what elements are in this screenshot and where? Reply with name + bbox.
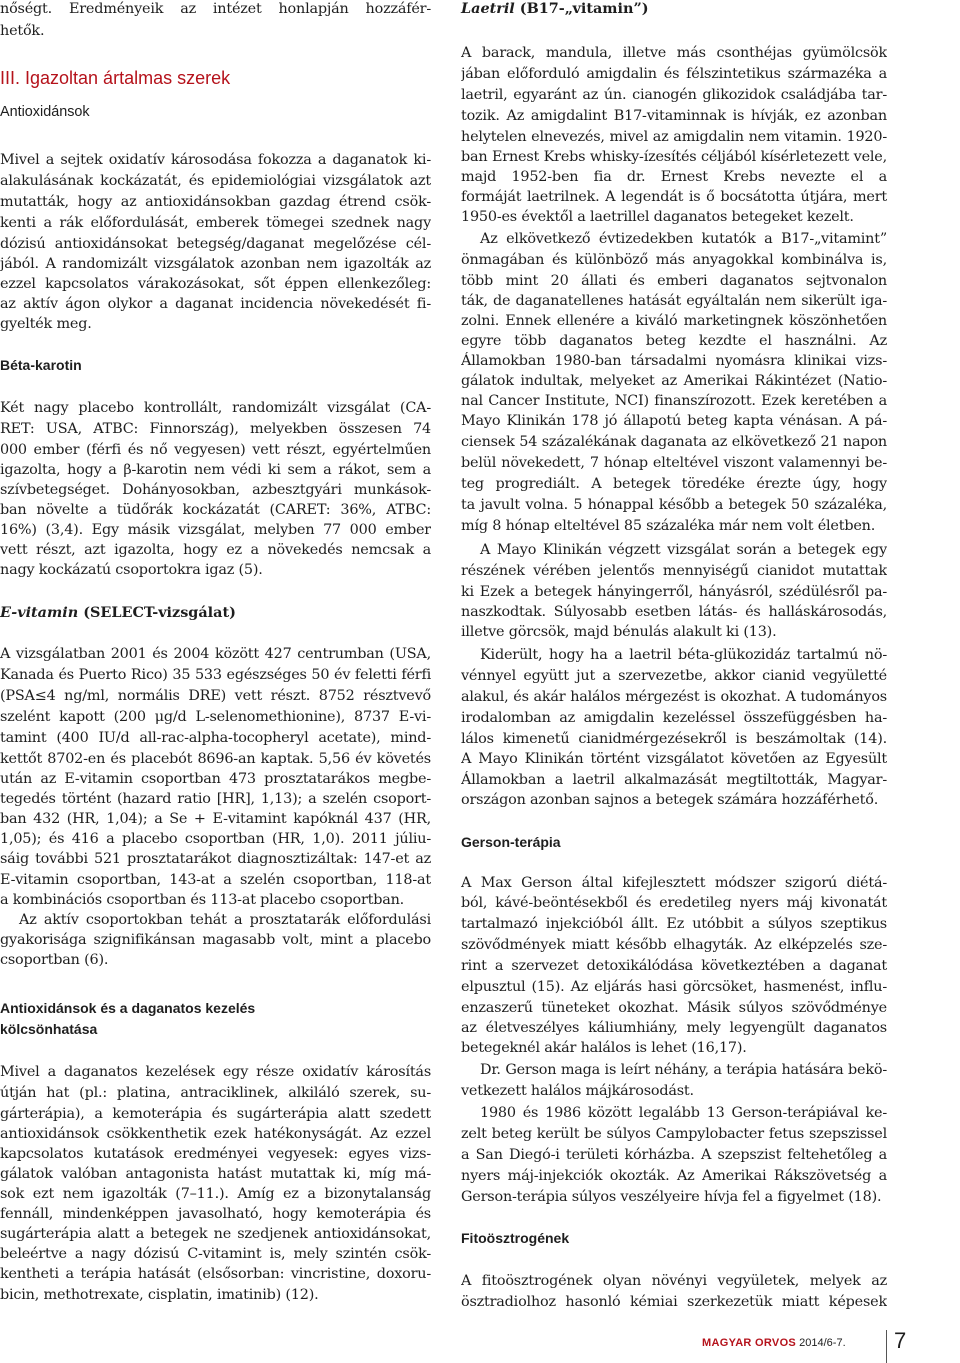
text-line: részének vérében jelentős mennyiségű cianidot mutattak xyxy=(461,563,887,579)
text-line: szelént kapott (200 μg/d L-selenomethionine), 8737 E-vi- xyxy=(0,709,431,725)
text-line: gárterápia), a kemoterápia és sugárterápia alatt szedett xyxy=(0,1106,431,1122)
text-line: Államokban 1980-ban társadalmi nyomásra klinikai vizs- xyxy=(461,353,887,369)
text-line: alakul, és akár halálos mérgezést is okozhat. A tudományos xyxy=(461,689,887,705)
text-line: útján hat (pl.: platina, antraciklinek, alkiláló szerek, su- xyxy=(0,1085,431,1101)
text-line: Mivel a sejtek oxidatív károsodása fokozza a daganatok ki- xyxy=(0,152,431,168)
text-line: önmagában és különböző más anyagokkal kombinálva is, xyxy=(461,252,887,268)
text-line: rint a szervezet detoxikálódása következtében a daganat xyxy=(461,958,887,974)
text-line: bicin, methotrexate, cisplatin, imatinib) (12). xyxy=(0,1287,319,1303)
text-line: jában előforduló amigdalin és félszintetikus származéka a xyxy=(461,66,887,82)
text-line: gyelték meg. xyxy=(0,316,92,332)
text-line: beleértve a nagy dózisú C-vitamint is, mely szintén csök- xyxy=(0,1246,431,1262)
text-line: kentheti a terápia hatását (elsősorban: vincristine, doxoru- xyxy=(0,1266,431,1282)
text-line: (PSA≤4 ng/ml, normális DRE) vett részt. 8752 résztvevő xyxy=(0,688,431,704)
text-line: tamint (400 IU/d all-rac-alpha-tocopheryl acetate), mind- xyxy=(0,730,431,746)
text-line: az életveszélyes káliumhiány, mely legyengült daganatos xyxy=(461,1020,887,1036)
text-line: ta javult volna. 5 hónappal később a betegek 50 százaléka, xyxy=(461,497,887,513)
text-line: ciensek 54 százalékának daganata az elkövetkező 21 napon xyxy=(461,434,887,450)
text-line: A vizsgálatban 2001 és 2004 között 427 centrumban (USA, xyxy=(0,646,431,662)
subheading: Gerson-terápia xyxy=(461,834,561,850)
text-line: vetkezett halálos májkárosodást. xyxy=(461,1083,694,1099)
text-line: zolni. Ennek ellenére a kiváló marketingnek köszönhetően xyxy=(461,313,887,329)
text-line: szövődmények miatt később elhagyták. Az elképzelés sze- xyxy=(461,937,887,953)
text-line: ban Ernest Krebs whisky-ízesítés céljából kísérletezett vele, xyxy=(461,149,887,165)
text-line: 1950-es évektől a laetrillel daganatos betegeket kezelt. xyxy=(461,209,854,225)
text-line: gyakorisága szignifikánsan magasabb volt, mint a placebo xyxy=(0,932,431,948)
text-line: tozik. Az amigdalint B17-vitaminnak is hívják, ez azonban xyxy=(461,108,887,124)
text-line: Mayo Klinikán 178 jó állapotú beteg kapta vénásan. A pá- xyxy=(461,413,887,429)
text-line: vénnyel együtt jut a szervezetbe, akkor cianid vegyületté xyxy=(461,668,887,684)
text-line: szívbetegséget. Dohányosokban, azbesztgyári munkások- xyxy=(0,482,431,498)
text-line: enzaszerű tüneteket okozhat. Másik súlyos szövődménye xyxy=(461,1000,887,1016)
text-line: nyers máj-injekciók okozták. Az Amerikai Rákszövetség a xyxy=(461,1168,887,1184)
subheading: kölcsönhatása xyxy=(0,1021,98,1037)
text-line: jából. A randomizált vizsgálatok azonban nem igazolták az xyxy=(0,256,431,272)
section-heading: III. Igazoltan ártalmas szerek xyxy=(0,68,231,88)
text-line: 1980 és 1986 között legalább 13 Gerson-terápiával ke- xyxy=(480,1105,887,1121)
text-line: kapcsolatos kutatások eredményei vegyesek: egyes vizs- xyxy=(0,1146,431,1162)
text-line: A Mayo Klinikán történt vizsgálatot követően az Egyesült xyxy=(461,751,887,767)
subheading: Antioxidánsok xyxy=(0,104,90,120)
text-line: belül növekedett, 7 hónap elteltével viszont valamennyi be- xyxy=(461,455,887,471)
text-line: egyre több daganatos beteg kezdte el használni. Az xyxy=(461,333,887,349)
text-line: tegedés történt (hazard ratio [HR], 1,13); a szelén csoport- xyxy=(0,791,431,807)
text-line: sok ezt nem igazolták (7–11.). Amíg ez a bizonytalanság xyxy=(0,1186,431,1202)
text-line: Államokban a laetril alkalmazását megtiltották, Magyar- xyxy=(461,772,887,788)
text-line: teg progrediált. A betegek töredéke érezte úgy, hogy xyxy=(461,476,887,492)
text-line: A barack, mandula, illetve más csonthéjas gyümölcsök xyxy=(461,45,887,61)
text-line: gálatok indultak, melyeket az Amerikai Rákintézet (Natio- xyxy=(461,373,887,389)
text-line: laetril, egyaránt az ún. cianogén glikozidok családjába tar- xyxy=(461,87,887,103)
text-line: zelt beteg került be súlyos Campylobacter fetus szepszissel xyxy=(461,1126,887,1142)
page-number: 7 xyxy=(894,1328,907,1353)
text-line: A fitoösztrogének olyan növényi vegyületek, melyek az xyxy=(461,1273,887,1289)
text-line: Gerson-terápia súlyos veszélyeire hívja fel a figyelmet (18). xyxy=(461,1189,882,1205)
text-line: majd 1952-ben fia dr. Ernest Krebs nevezte el a xyxy=(461,169,887,185)
text-line: irodalomban az amigdalin kezeléssel összefüggésben ha- xyxy=(461,710,887,726)
text-line: formáját laetrilnek. A legendát is ő bocsátotta útjára, mert xyxy=(461,189,887,205)
text-line: E-vitamin csoportban, 143-at a szelén csoportban, 118-at xyxy=(0,872,431,888)
text-line: A Mayo Klinikán végzett vizsgálat során a betegek egy xyxy=(480,542,887,558)
text-line: ezzel kapcsolatos várakozásokat, sőt éppen ellenkezőleg: xyxy=(0,276,431,292)
text-line: Az elkövetkező évtizedekben kutatók a B17-„vitamint” xyxy=(480,231,887,247)
text-line: betegeknél akár halálos is lehet (16,17). xyxy=(461,1040,747,1056)
text-line: Mivel a daganatos kezelések egy része oxidatív károsítás xyxy=(0,1064,431,1080)
journal-name: MAGYAR ORVOS xyxy=(702,1337,797,1349)
text-line: Kiderült, hogy ha a laetril béta-glükozidáz tartalmú nö- xyxy=(480,647,887,663)
text-line: 000 ember (férfi és nő vegyesen) vett részt, egyértelműen xyxy=(0,442,431,458)
text-line: naszkodtak. Súlyosabb esetben látás- és halláskárosodás, xyxy=(461,604,887,620)
text-line: alakulásának kockázatát, és epidemiológiai vizsgálatok azt xyxy=(0,173,431,189)
subheading xyxy=(0,603,236,623)
text-line: kenti a rák előfordulását, emberek tömegei szednek nagy xyxy=(0,215,431,231)
text-line: után az E-vitamin csoportban 473 prosztatarákos megbe- xyxy=(0,771,431,787)
text-line: nagy kockázatú csoportokra igaz (5). xyxy=(0,562,263,578)
text-line: mutatták, hogy az antioxidánsokban gazdag étrend csök- xyxy=(0,194,431,210)
text-line: ban 432 (HR, 1,04); a Se + E-vitamint kapóknál 437 (HR, xyxy=(0,811,431,827)
text-line: Dr. Gerson maga is leírt néhány, a terápia hatására bekö- xyxy=(480,1062,887,1078)
text-line: ösztradiolhoz hasonló kémiai szerkezetük miatt képesek xyxy=(461,1294,887,1310)
text-line: lálos kimenetű cianidmérgezésekről is beszámoltak (14). xyxy=(461,731,887,747)
text-line: Kanada és Puerto Rico) 35 533 egészséges 50 év feletti férfi xyxy=(0,667,431,683)
subheading-bold-part: (B17-„vitamin”) xyxy=(514,0,649,17)
text-line: helytelen elnevezés, mivel az amigdalin nem vitamin. 1920- xyxy=(461,129,887,145)
text-line: ban növelte a tüdőrák kockázatát (CARET: 36%, ATBC: xyxy=(0,502,431,518)
text-line: Az aktív csoportokban tehát a prosztatarák előfordulási xyxy=(19,912,431,928)
text-line: 1,05); és 416 a placebo csoportban (HR, 1,0). 2011 júliu- xyxy=(0,831,431,847)
footer-journal xyxy=(702,1337,846,1349)
subheading-italic-part: Laetril xyxy=(461,0,515,17)
text-line: elpusztul (15). Az eljárás hasi görcsöket, hasmenést, influ- xyxy=(461,979,887,995)
text-line: a kombinációs csoportban és 113-at placebo csoportban. xyxy=(0,892,405,908)
subheading: Fitoösztrogének xyxy=(461,1230,570,1246)
text-line: csoportban (6). xyxy=(0,952,109,968)
text-line: ki Ezek a betegek hányingerről, hányásról, szédülésről pa- xyxy=(461,584,887,600)
text-line: hetők. xyxy=(0,23,45,39)
text-line: antioxidánsok csökkenthetik ezek hatékonyságát. Az ezzel xyxy=(0,1126,431,1142)
text-line: sáig további 521 prosztatarákot diagnosztizáltak: 147-et az xyxy=(0,851,431,867)
subheading-bold-part: (SELECT-vizsgálat) xyxy=(83,604,236,621)
text-line: RET: USA, ATBC: Finnország), melyekben összesen 74 xyxy=(0,421,431,437)
journal-issue: 2014/6-7. xyxy=(799,1337,846,1349)
text-line: tartalmazó injekcióból állt. Ez utóbbit a súlyos szeptikus xyxy=(461,916,887,932)
text-line: vett részt, azt igazolta, hogy ez a növekedés nemcsak a xyxy=(0,542,431,558)
text-line: 16%) (3,4). Egy másik vizsgálat, melyben 77 000 ember xyxy=(0,522,431,538)
text-line: míg 8 hónap elteltével 85 százaléka már nem volt életben. xyxy=(461,518,876,534)
subheading: Béta-karotin xyxy=(0,357,82,373)
subheading-italic-part: E-vitamin xyxy=(0,604,84,621)
text-line: Két nagy placebo kontrollált, randomizált vizsgálat (CA- xyxy=(0,400,431,416)
text-line: a San Diegó-i területi kórházba. A szepszist feltehetőleg a xyxy=(461,1147,887,1163)
footer-divider xyxy=(886,1330,887,1363)
text-line: az aktív ágon olykor a daganat incidencia növekedését fi- xyxy=(0,296,431,312)
text-line: sugárterápia alatt a betegek ne szedjenek antioxidánsokat, xyxy=(0,1226,431,1242)
text-line: illetve görcsök, majd bénulás alakult ki (13). xyxy=(461,624,777,640)
text-line: nőségt. Eredményeik az intézet honlapján hozzáfér- xyxy=(0,1,431,17)
text-line: A Max Gerson által kifejlesztett módszer szigorú diétá- xyxy=(461,875,887,891)
text-line: ták, de daganatellenes hatását egyáltalán nem sikerült iga- xyxy=(461,293,887,309)
subheading xyxy=(461,0,649,19)
text-line: nal Cancer Institute, NCI) finanszírozott. Ezek keretében a xyxy=(461,393,887,409)
text-line: gálatok valóban antagonista hatást mutattak ki, míg má- xyxy=(0,1166,431,1182)
text-line: igazolta, hogy a β-karotin nem védi ki sem a rákot, sem a xyxy=(0,462,431,478)
text-line: fennáll, mindenképpen javasolható, hogy kemoterápia és xyxy=(0,1206,431,1222)
subheading: Antioxidánsok és a daganatos kezelés xyxy=(0,1000,256,1016)
text-line: országon azonban sajnos a betegek számára hozzáférhető. xyxy=(461,792,879,808)
text-line: több mint 20 állati és emberi daganatos sejtvonalon xyxy=(461,273,887,289)
text-line: dózisú antioxidánsokat betegség/daganat megelőzése cél- xyxy=(0,236,431,252)
text-line: kettőt 8702-en és placebót 8696-an kaptak. 5,56 év követés xyxy=(0,751,431,767)
text-line: ból, kávé-beöntésekből és eredetileg nyers máj kivonatát xyxy=(461,895,887,911)
